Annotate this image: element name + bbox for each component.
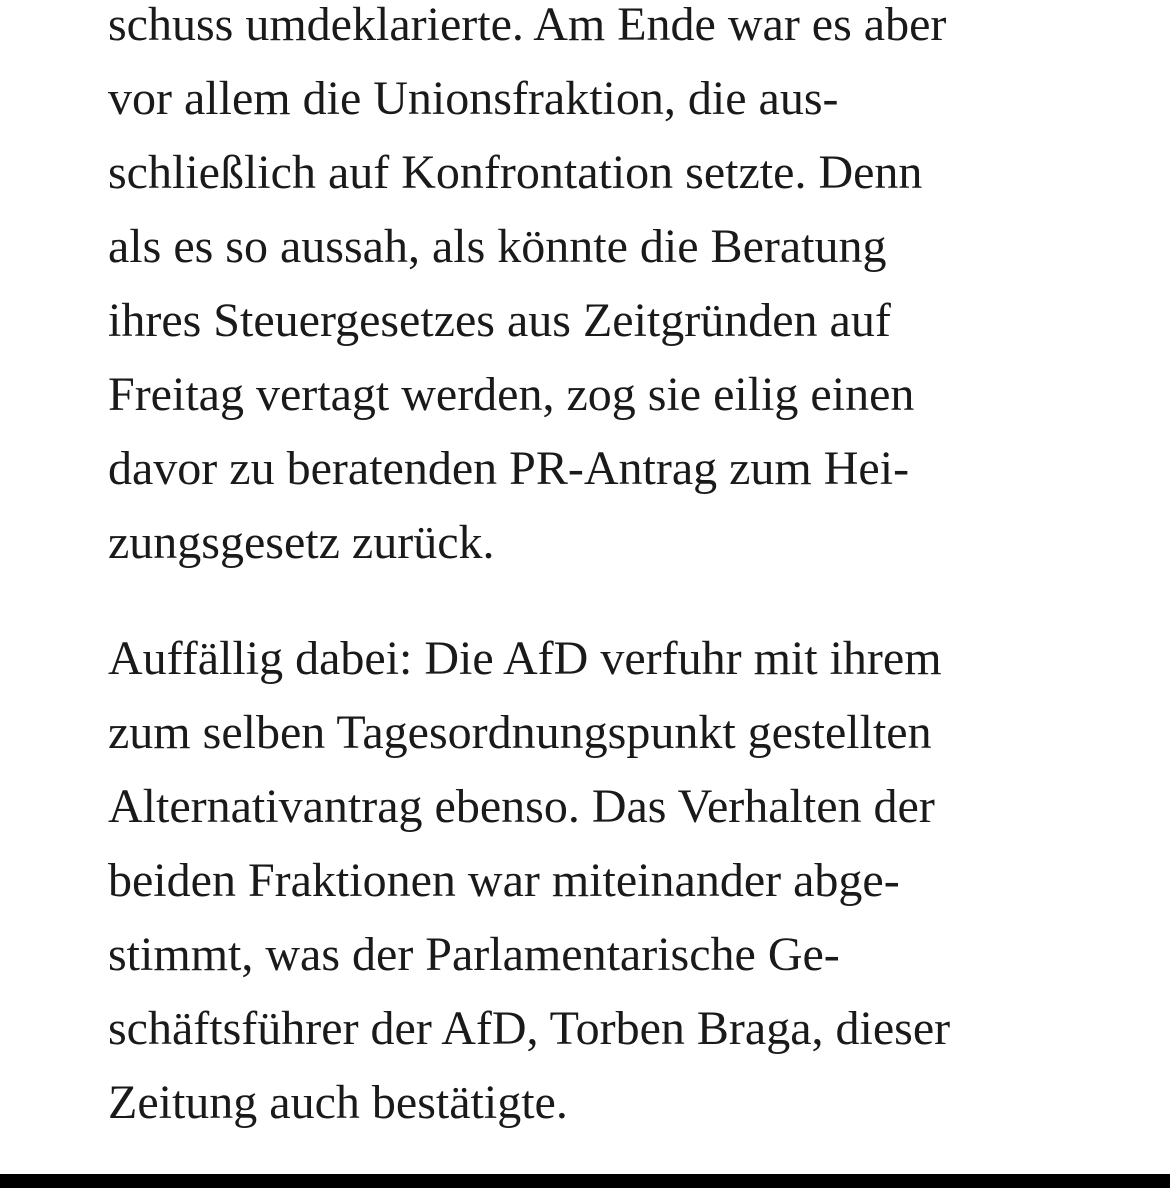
article-paragraph-2 [108, 622, 950, 1140]
text-line: Zeitung auch bestätigte. [108, 1076, 568, 1129]
bottom-bar [0, 1174, 1170, 1188]
text-line: Freitag vertagt werden, zog sie eilig einen [108, 368, 915, 421]
text-line: davor zu beratenden PR-Antrag zum Hei- [108, 442, 910, 495]
text-line: als es so aussah, als könnte die Beratung [108, 220, 887, 273]
text-line: beiden Fraktionen war miteinander abge- [108, 854, 900, 907]
text-line: Alternativantrag ebenso. Das Verhalten der [108, 780, 935, 833]
text-line: stimmt, was der Parlamentarische Ge- [108, 928, 840, 981]
article-paragraph-1 [108, 0, 946, 580]
text-line: schließlich auf Konfrontation setzte. Denn [108, 146, 923, 199]
text-line: vor allem die Unionsfraktion, die aus- [108, 72, 839, 125]
text-line: ihres Steuergesetzes aus Zeitgründen auf [108, 294, 891, 347]
text-line: schuss umdeklarierte. Am Ende war es aber [108, 0, 947, 51]
text-line: zum selben Tagesordnungspunkt gestellten [108, 706, 932, 759]
text-line: Auffällig dabei: Die AfD verfuhr mit ihrem [108, 632, 942, 685]
text-line: schäftsführer der AfD, Torben Braga, dieser [108, 1002, 951, 1055]
text-line: zungsgesetz zurück. [108, 516, 495, 569]
